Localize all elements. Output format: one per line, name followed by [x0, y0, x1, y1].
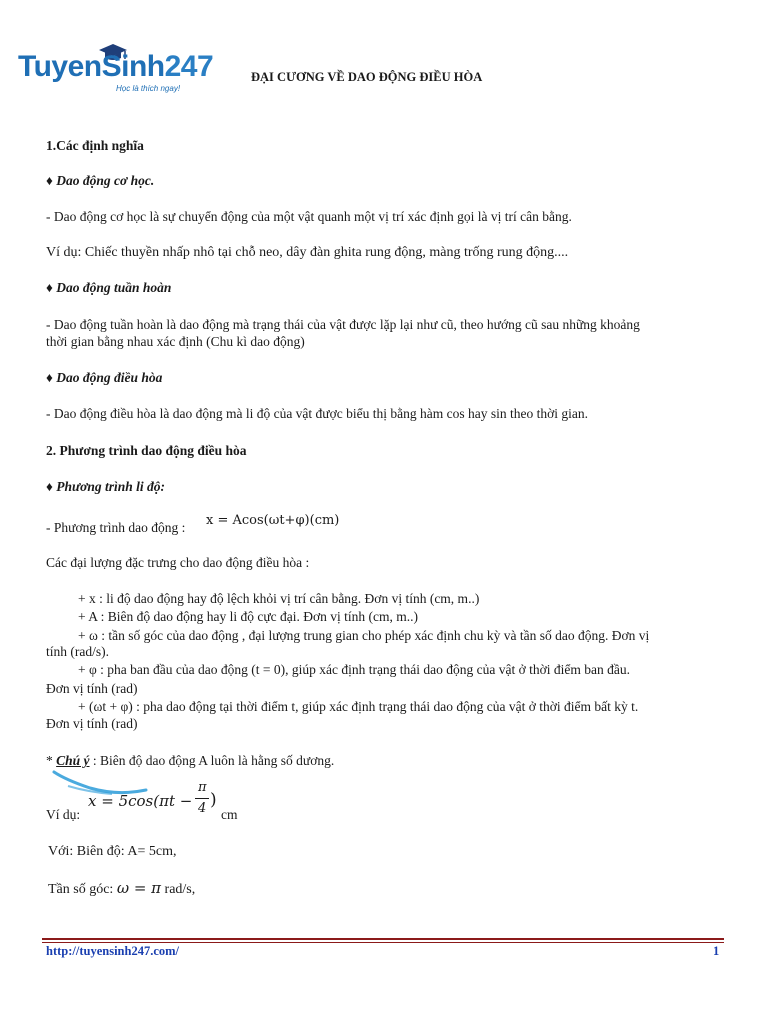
- note-text: : Biên độ dao động A luôn là hằng số dương.: [89, 753, 335, 768]
- item-phase-line1: + (ωt + φ) : pha dao động tại thời điểm t, giúp xác định trạng thái dao động của vật ở thời điểm bất kỳ t.: [78, 699, 639, 714]
- item-phi-line1: + φ : pha ban đầu của dao động (t = 0), giúp xác định trạng thái dao động của vật ở thời điểm ban đầu.: [78, 662, 631, 677]
- item-omega-line1: + ω : tần số góc của dao động , đại lượng trung gian cho phép xác định chu kỳ và tần số dao động. Đơn vị: [78, 628, 650, 643]
- item-omega-line2: tính (rad/s).: [46, 644, 109, 659]
- footer-page-number: 1: [713, 944, 720, 958]
- example-frac-bar: [195, 798, 209, 799]
- dd-dieu-hoa-text: - Dao động điều hòa là dao động mà li độ của vật được biểu thị bằng hàm cos hay sin theo thời gian.: [46, 406, 588, 421]
- voi-bien-do: Với: Biên độ: A= 5cm,: [48, 844, 177, 859]
- note-star: *: [46, 753, 57, 768]
- logo-part1: Tuyen: [18, 50, 102, 83]
- section2-heading: 2. Phương trình dao động điều hòa: [46, 443, 247, 458]
- example-label: Ví dụ:: [46, 807, 81, 822]
- item-A: + A : Biên độ dao động hay li độ cực đại. Đơn vị tính (cm, m..): [78, 609, 419, 624]
- dd-co-hoc-text: - Dao động cơ học là sự chuyển động của một vật quanh một vị trí xác định gọi là vị trí cân bằng.: [46, 209, 572, 224]
- logo: [18, 42, 214, 100]
- tan-so-goc-formula: ω = π: [116, 879, 162, 897]
- page-title: ĐẠI CƯƠNG VỀ DAO ĐỘNG ĐIỀU HÒA: [251, 70, 483, 84]
- dd-dieu-hoa-heading: ♦ Dao động điều hòa: [46, 370, 163, 385]
- example-frac-num: π: [198, 780, 207, 795]
- note-label: Chú ý: [56, 753, 90, 768]
- item-phi-line2: Đơn vị tính (rad): [46, 681, 138, 696]
- item-phase-line2: Đơn vị tính (rad): [46, 716, 138, 731]
- logo-wordmark: [18, 50, 213, 84]
- dd-tuan-hoan-line2: thời gian bằng nhau xác định (Chu kì dao động): [46, 334, 305, 349]
- example-formula-left: x = 5cos(πt −: [88, 792, 193, 810]
- note-line: [46, 753, 334, 769]
- item-x: + x : li độ dao động hay độ lệch khỏi vị trí cân bằng. Đơn vị tính (cm, m..): [78, 591, 480, 606]
- pt-li-do-heading: ♦ Phương trình li độ:: [46, 479, 166, 494]
- dd-tuan-hoan-line1: - Dao động tuần hoàn là dao động mà trạng thái của vật được lặp lại như cũ, theo hướng cũ sau những khoảng: [46, 317, 640, 332]
- logo-part2: Sinh: [101, 50, 165, 83]
- pt-formula: x = Acos(ωt+φ)(cm): [206, 513, 340, 528]
- dd-co-hoc-heading: ♦ Dao động cơ học.: [46, 173, 155, 188]
- dd-co-hoc-example: Ví dụ: Chiếc thuyền nhấp nhô tại chỗ neo, dây đàn ghita rung động, màng trống rung động....: [46, 245, 569, 260]
- example-unit: cm: [221, 807, 238, 822]
- example-formula-right: ): [210, 790, 217, 810]
- example-frac-den: 4: [198, 801, 207, 816]
- footer-rule-thick: [42, 938, 724, 940]
- logo-slogan: Học là thích ngay!: [116, 84, 181, 93]
- footer-url-link[interactable]: http://tuyensinh247.com/: [46, 944, 180, 958]
- tan-so-goc: [48, 879, 195, 898]
- footer-rule-thin: [42, 942, 724, 943]
- dd-tuan-hoan-heading: ♦ Dao động tuần hoàn: [46, 280, 172, 295]
- dai-luong-intro: Các đại lượng đặc trưng cho dao động điều hòa :: [46, 555, 310, 570]
- tan-so-goc-label: Tần số góc:: [48, 882, 117, 897]
- pt-label: - Phương trình dao động :: [46, 520, 186, 535]
- section1-heading: 1.Các định nghĩa: [46, 138, 144, 153]
- tan-so-goc-unit: rad/s,: [161, 882, 196, 897]
- logo-part3: 247: [164, 50, 214, 83]
